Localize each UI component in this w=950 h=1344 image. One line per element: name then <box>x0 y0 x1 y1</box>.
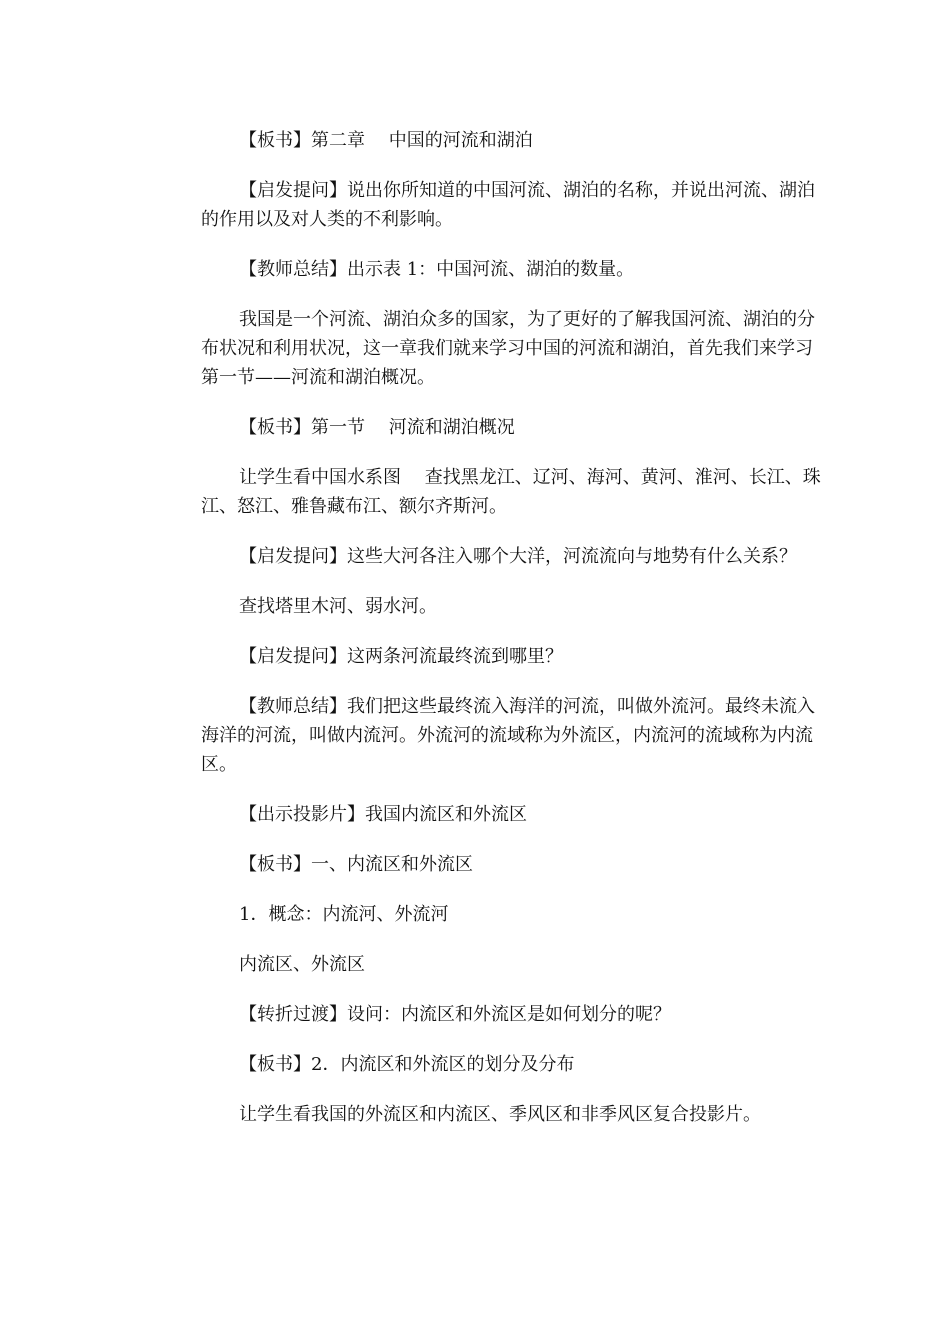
paragraph-river-list: 让学生看中国水系图 查找黑龙江、辽河、海河、黄河、淮河、长江、珠江、怒江、雅鲁藏布江、额尔齐斯河。 <box>201 467 821 517</box>
paragraph-inland-rivers: 查找塔里木河、弱水河。 <box>239 596 437 617</box>
paragraph-heading-section: 【板书】第一节 河流和湖泊概况 <box>239 417 515 438</box>
paragraph-summary-1: 【教师总结】出示表 1：中国河流、湖泊的数量。 <box>239 259 635 280</box>
document-body <box>201 126 821 1150</box>
paragraph-slide: 【出示投影片】我国内流区和外流区 <box>239 804 527 825</box>
paragraph-concept-areas: 内流区、外流区 <box>239 954 365 975</box>
paragraph-question-3: 【启发提问】这两条河流最终流到哪里？ <box>239 646 563 667</box>
paragraph-final: 让学生看我国的外流区和内流区、季风区和非季风区复合投影片。 <box>239 1104 761 1125</box>
paragraph-question-2: 【启发提问】这些大河各注入哪个大洋，河流流向与地势有什么关系？ <box>239 546 797 567</box>
paragraph-concept: 1．概念：内流河、外流河 <box>239 904 449 925</box>
paragraph-heading-sub1: 【板书】一、内流区和外流区 <box>239 854 473 875</box>
paragraph-question-1: 【启发提问】说出你所知道的中国河流、湖泊的名称，并说出河流、湖泊的作用以及对人类的不利影响。 <box>201 180 815 230</box>
paragraph-transition: 【转折过渡】设问：内流区和外流区是如何划分的呢？ <box>239 1004 671 1025</box>
paragraph-intro: 我国是一个河流、湖泊众多的国家，为了更好的了解我国河流、湖泊的分布状况和利用状况，这一章我们就来学习中国的河流和湖泊，首先我们来学习第一节——河流和湖泊概况。 <box>201 309 815 388</box>
paragraph-heading-sub2: 【板书】2．内流区和外流区的划分及分布 <box>239 1054 575 1075</box>
paragraph-heading-chapter: 【板书】第二章 中国的河流和湖泊 <box>239 130 533 151</box>
paragraph-summary-2: 【教师总结】我们把这些最终流入海洋的河流，叫做外流河。最终未流入海洋的河流，叫做内流河。外流河的流域称为外流区，内流河的流域称为内流区。 <box>201 696 815 775</box>
